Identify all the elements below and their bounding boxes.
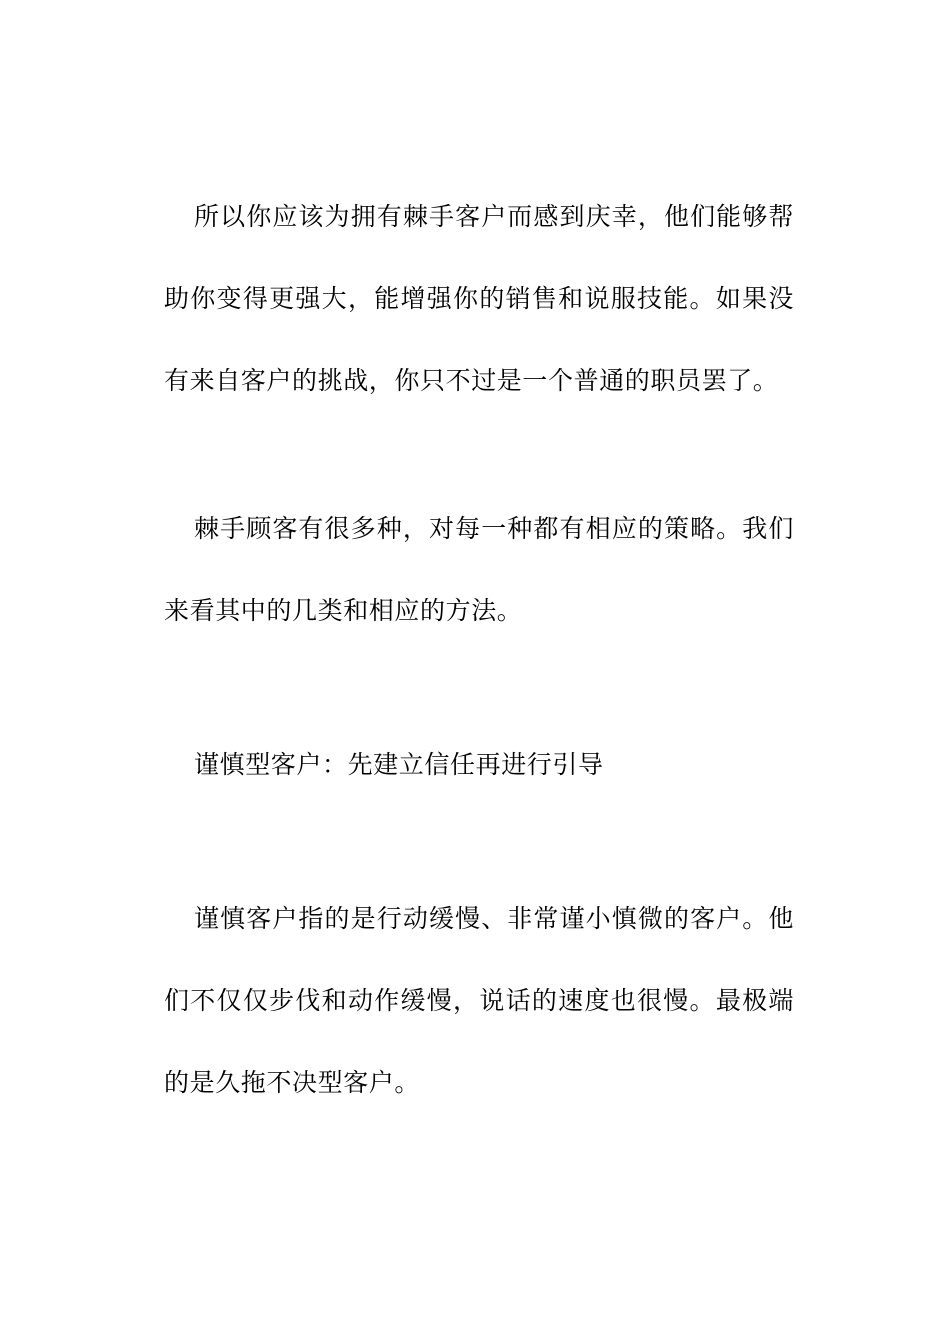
body-paragraph: 所以你应该为拥有棘手客户而感到庆幸，他们能够帮助你变得更强大，能增强你的销售和说服技能。如果没有来自客户的挑战，你只不过是一个普通的职员罢了。 — [164, 202, 794, 395]
body-paragraph: 谨慎客户指的是行动缓慢、非常谨小慎微的客户。他们不仅仅步伐和动作缓慢，说话的速度也很慢。最极端的是久拖不决型客户。 — [164, 904, 794, 1097]
section-heading: 谨慎型客户：先建立信任再进行引导 — [194, 750, 604, 779]
body-paragraph: 棘手顾客有很多种，对每一种都有相应的策略。我们来看其中的几类和相应的方法。 — [164, 514, 794, 625]
